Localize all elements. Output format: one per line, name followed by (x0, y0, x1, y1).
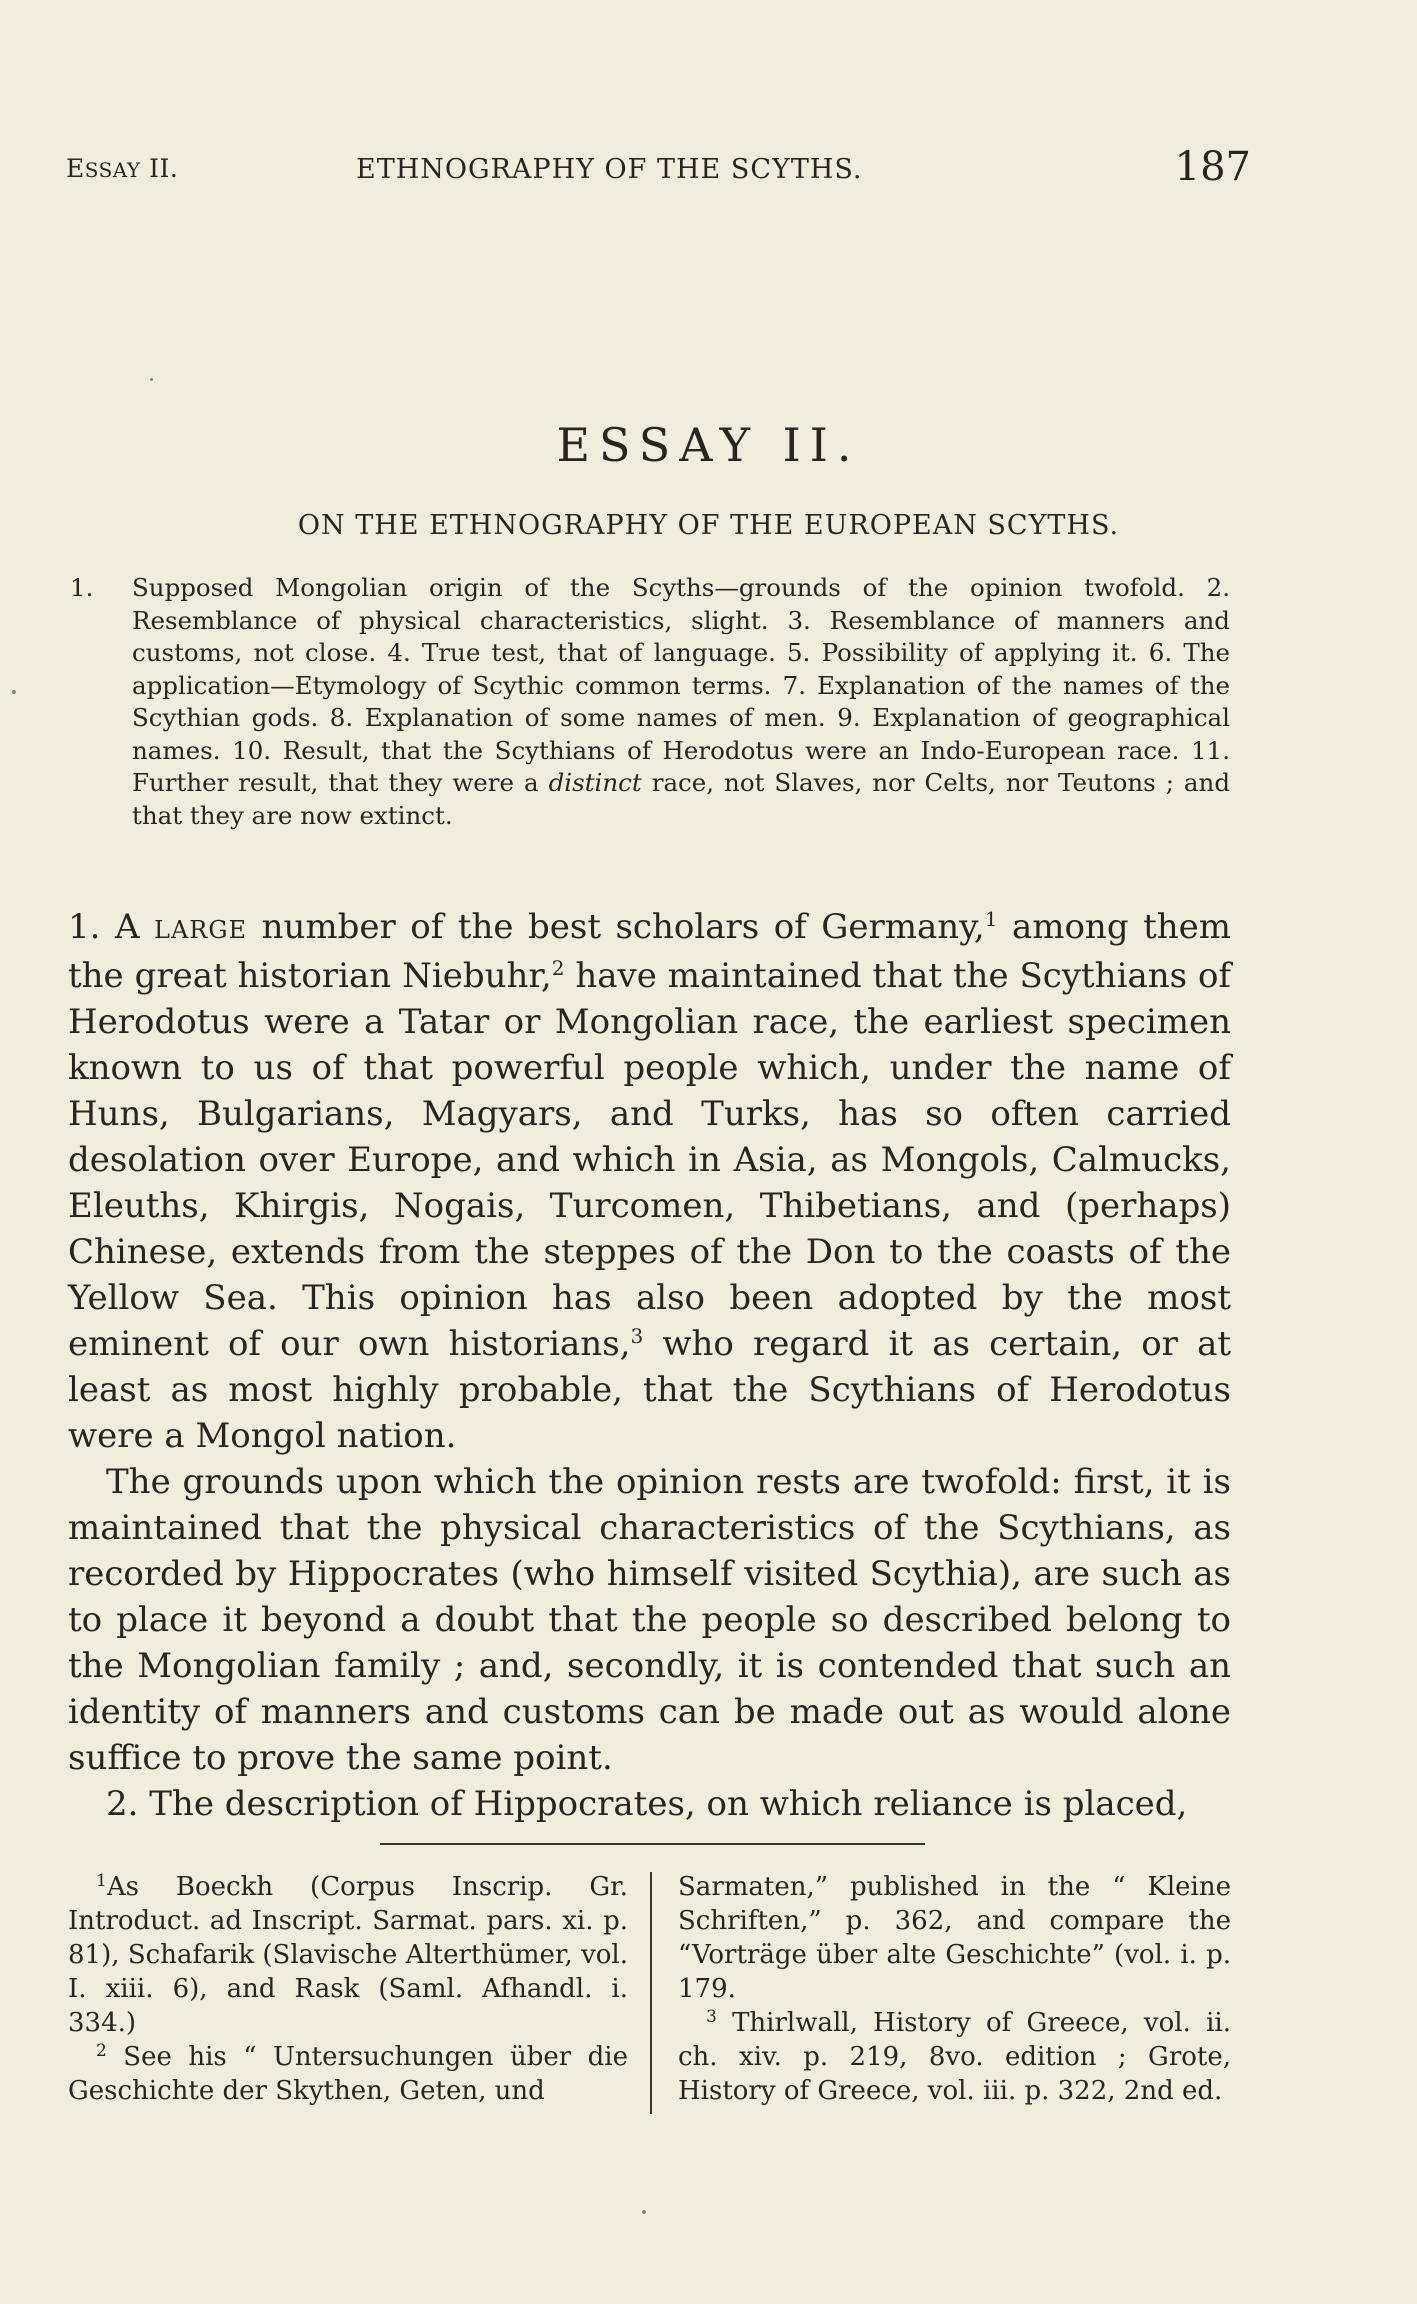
summary-paragraph (70, 572, 1230, 832)
essay-title: ESSAY II. (556, 418, 861, 472)
paragraph-1-text-b: among them the great historian Niebuhr, (68, 907, 1232, 996)
footnote-1 (68, 1870, 628, 2040)
summary-text-a: Supposed Mongolian origin of the Scyths—grounds of the opinion twofold. 2. Resemblance of physical characteristics, slight. 3. Resemblance of manners and customs, not close. 4. True test, that of language. 5. Possibility of applying it. 6. The application—Etymology of Scythic common terms. 7. Explanation of the names of the Scythian gods. 8. Explanation of some names of men. 9. Explanation of geographical names. 10. Result, that the Scythians of Herodotus were an Indo-European race. 11. Further result, that they were a (132, 573, 1230, 797)
footnote-rule (380, 1843, 925, 1845)
paragraph-1-number: 1. A (68, 907, 140, 947)
footnote-ref-1: 1 (984, 907, 998, 931)
footnote-ref-3: 3 (630, 1324, 644, 1348)
running-head-title: ETHNOGRAPHY OF THE SCYTHS. (356, 154, 863, 185)
footnote-3-mark: 3 (706, 2007, 717, 2027)
chapter-summary (70, 572, 1230, 832)
footnote-2-mark: 2 (96, 2041, 107, 2061)
footnote-column-divider (650, 1872, 652, 2114)
summary-italic: distinct (548, 768, 642, 797)
footnote-3-text: Thirlwall, History of Greece, vol. ii. ch. xiv. p. 219, 8vo. edition ; Grote, History of Greece, vol. iii. p. 322, 2nd ed. (678, 2008, 1232, 2106)
main-text (68, 904, 1231, 1827)
running-head-initial: E (66, 154, 85, 183)
paragraph-2: The grounds upon which the opinion rests are twofold: first, it is maintained that the physical characteristics of the Scythians, as recorded by Hippocrates (who himself visited Scythia), are such as to place it beyond a doubt that the people so described belong to the Mongolian family ; and, secondly, it is contended that such an identity of manners and customs can be made out as would alone suffice to prove the same point. (68, 1462, 1231, 1778)
paper-speck (12, 690, 16, 694)
paragraph-1 (68, 904, 1231, 1459)
footnote-2-text: See his “ Untersuchungen über die Geschichte der Skythen, Geten, und (68, 2042, 629, 2106)
footnotes-right-column (678, 1870, 1231, 2108)
paragraph-1-text-a: number of the best scholars of Germany, (261, 907, 985, 947)
paragraph-1-text-d: who regard it as certain, or at least as most highly probable, that the Scythians of Herodotus were a Mongol nation. (68, 1324, 1231, 1456)
footnote-1-text: As Boeckh (Corpus Inscrip. Gr. Introduct. ad Inscript. Sarmat. pars. xi. p. 81), Schafarik (Slavische Alterthümer, vol. I. xiii. 6), and Rask (Saml. Afhandl. i. 334.) (68, 1872, 628, 2038)
running-head-smallcaps: SSAY (84, 158, 141, 182)
footnote-2-continued: Sarmaten,” published in the “ Kleine Schriften,” p. 362, and compare the “Vorträge über alte Geschichte” (vol. i. p. 179. (678, 1872, 1231, 2004)
summary-text-b: race, not Slaves, nor Celts, nor Teutons ; and that they are now extinct. (132, 768, 1230, 830)
footnotes-left-column (68, 1870, 628, 2108)
summary-lead-number: 1. (70, 573, 94, 602)
paragraph-1-smallcaps: LARGE (154, 916, 248, 944)
footnote-3 (678, 2006, 1231, 2108)
paper-speck (150, 378, 153, 381)
running-head (66, 144, 1251, 200)
page-number: 187 (1174, 144, 1251, 190)
footnote-1-mark: 1 (96, 1871, 107, 1891)
footnote-ref-2: 2 (551, 956, 565, 980)
footnote-2 (68, 2040, 628, 2108)
running-head-essay-label (66, 154, 178, 183)
running-head-numeral: II. (149, 154, 179, 183)
paragraph-3: 2. The description of Hippocrates, on which reliance is placed, (106, 1784, 1188, 1824)
paragraph-1-text-c: have maintained that the Scythians of Herodotus were a Tatar or Mongolian race, the earliest specimen known to us of that powerful people which, under the name of Huns, Bulgarians, Magyars, and Turks, has so often carried desolation over Europe, and which in Asia, as Mongols, Calmucks, Eleuths, Khirgis, Nogais, Turcomen, Thibetians, and (perhaps) Chinese, extends from the steppes of the Don to the coasts of the Yellow Sea. This opinion has also been adopted by the most eminent of our own historians, (68, 956, 1232, 1364)
paper-speck (642, 2210, 646, 2214)
essay-subtitle: ON THE ETHNOGRAPHY OF THE EUROPEAN SCYTHS. (297, 510, 1120, 541)
